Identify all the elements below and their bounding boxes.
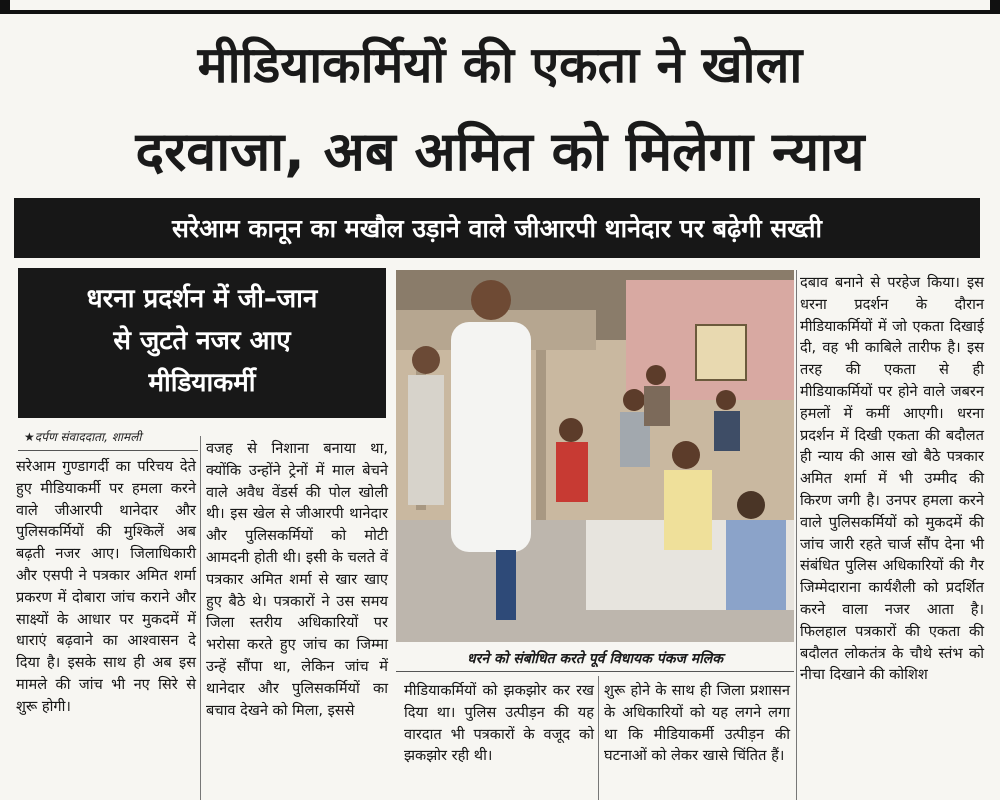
headline-line-2: दरवाजा, अब अमित को मिलेगा न्याय [135,120,865,183]
column-3-text: मीडियाकर्मियों को झकझोर कर रख दिया था। पुलिस उत्पीड़न की यह वारदात भी पत्रकारों के वजूद को झकझोर रही थी। [404,682,594,765]
photo-caption: धरने को संबोधित करते पूर्व विधायक पंकज मलिक [396,646,794,672]
headline-line-1: मीडियाकर्मियों की एकता ने खोला [197,36,803,94]
column-4-text: शुरू होने के साथ ही जिला प्रशासन के अधिकारियों को यह लगने लगा था कि मीडियाकर्मी उत्पीड़न की घटनाओं को लेकर खासे चिंतित हैं। [604,682,790,765]
article-column-1 [16,456,196,718]
article-column-2 [206,438,388,721]
column-1-text: सरेआम गुण्डागर्दी का परिचय देते हुए मीडियाकर्मी पर हमला करने वाले जीआरपी थानेदार और पुलिसकर्मियों की मुश्किलें अब बढ़ती नजर आए। जिलाधिकारी और एसपी ने पत्रकार अमित शर्मा प्रकरण में दोबारा जांच कराने और साक्ष्यों के आधार पर मुकदमें में धाराएं बढ़वाने का आश्वासन दे दिया है। इसके साथ ही अब इस मामले की जांच भी नए सिरे से शुरू होगी। [16,458,196,715]
side-heading-line-2: से जुटते नजर आए [113,326,291,356]
side-heading-box [18,268,386,418]
column-divider [598,676,599,800]
subheadline-text: सरेआम कानून का मखौल उड़ाने वाले जीआरपी थानेदार पर बढ़ेगी सख्ती [171,214,823,243]
column-divider [796,270,797,800]
column-5-text: दबाव बनाने से परहेज किया। इस धरना प्रदर्शन के दौरान मीडियाकर्मियों में जो एकता दिखाई दी, वह भी काबिले तारीफ है। इस तरह की एकता से ही मीडियाकर्मियों पर होने वाले जबरन हमलों में कमीं आएगी। धरना प्रदर्शन में दिखी एकता की बदौलत ही न्याय की आस खो बैठे पत्रकार अमित शर्मा में भी उम्मीद की किरण जगी है। उनपर हमला करने वाले पुलिसकर्मियों को मुकदमें की जांच जारी रहते चार्ज सौंप देना भी संबंधित पुलिस अधिकारियों की गैर जिम्मेदाराना कार्यशैली को प्रदर्शित करने वाला नजर आता है। फिलहाल पत्रकारों की एकता की बदौलत लोकतंत्र के चौथे स्तंभ को नीचा दिखाने की कोशिश [800,274,984,684]
news-photo [396,270,794,642]
article-column-3 [404,680,594,767]
top-border [0,0,1000,14]
column-divider [200,436,201,800]
side-heading-line-3: मीडियाकर्मी [148,368,256,398]
byline: ★दर्पण संवाददाता, शामली [24,430,142,444]
photo-illustration [396,270,794,642]
side-heading-line-1: धरना प्रदर्शन में जी–जान [86,284,318,314]
top-border-inner [10,0,990,10]
article-column-4 [604,680,790,767]
column-2-text: वजह से निशाना बनाया था, क्योंकि उन्होंने ट्रेनों में माल बेचने वाले अवैध वेंडर्स की पोल खोली थी। इस खेल से जीआरपी थानेदार और पुलिसकर्मियों को मोटी आमदनी होती थी। इसी के चलते वें पत्रकार अमित शर्मा से खार खाए हुए बैठे थे। पत्रकारों ने उस समय जिला स्तरीय अधिकारियों पर भरोसा करते हुए जांच का जिम्मा उन्हें सौंपा था, लेकिन जांच में थानेदार और पुलिसकर्मियों का बचाव देखने को मिला, इससे [206,440,388,719]
subheadline-bar [14,198,980,258]
article-column-5 [800,272,984,686]
byline-rule [18,450,198,451]
